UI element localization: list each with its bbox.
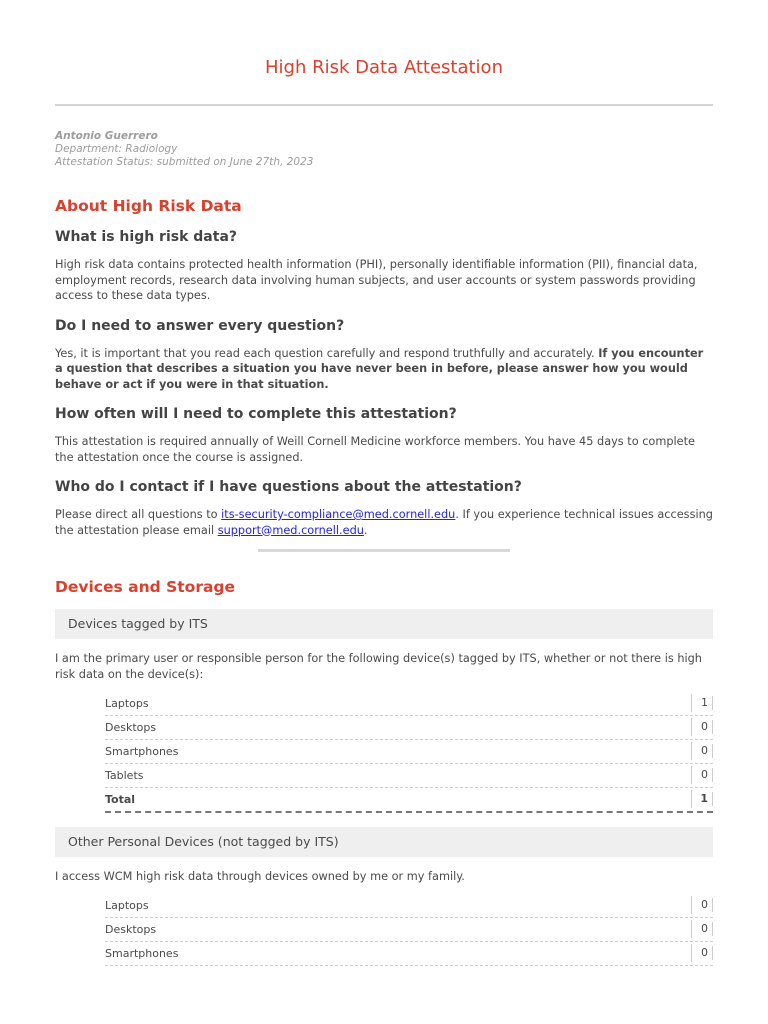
tagged-devices-description: I am the primary user or responsible person for the following device(s) tagged by ITS, whether or not there is high risk data on the device(s): bbox=[55, 652, 702, 681]
section-title-devices: Devices and Storage bbox=[55, 578, 236, 596]
question-title-what: What is high risk data? bbox=[55, 229, 238, 245]
answer-often: This attestation is required annually of Weill Cornell Medicine workforce members. You have 45 days to complete the attestation once the course is assigned. bbox=[55, 435, 695, 464]
answer-every-bold: If you encounter a question that describes a situation you have never been in before, please answer how you would behave or act if you were in that situation. bbox=[55, 346, 704, 391]
device-count: 0 bbox=[691, 920, 713, 938]
contact-text-before: Please direct all questions to bbox=[55, 508, 222, 521]
tagged-devices-table bbox=[105, 692, 713, 813]
table-row bbox=[105, 716, 713, 740]
device-count: 0 bbox=[691, 766, 713, 784]
title-divider bbox=[55, 104, 713, 106]
device-count: 1 bbox=[691, 694, 713, 712]
personal-devices-table bbox=[105, 894, 713, 966]
table-row bbox=[105, 894, 713, 918]
user-department: Department: Radiology bbox=[55, 143, 178, 155]
table-row bbox=[105, 692, 713, 716]
device-label: Smartphones bbox=[105, 745, 179, 758]
user-meta bbox=[55, 130, 713, 169]
device-label: Laptops bbox=[105, 697, 149, 710]
section-divider bbox=[258, 549, 510, 552]
device-label: Desktops bbox=[105, 721, 157, 734]
user-name: Antonio Guerrero bbox=[55, 130, 158, 142]
answer-every bbox=[55, 346, 713, 393]
tagged-devices-header: Devices tagged by ITS bbox=[55, 609, 713, 639]
device-count: 0 bbox=[691, 742, 713, 760]
answer-contact bbox=[55, 507, 713, 538]
answer-every-text: Yes, it is important that you read each question carefully and respond truthfully and accurately. bbox=[55, 346, 599, 360]
total-label: Total bbox=[105, 793, 136, 806]
device-label: Tablets bbox=[105, 769, 144, 782]
personal-devices-header: Other Personal Devices (not tagged by ITS) bbox=[55, 827, 713, 857]
contact-text-after: . bbox=[363, 523, 368, 537]
device-count: 0 bbox=[691, 944, 713, 962]
table-total-row bbox=[105, 788, 713, 813]
device-count: 0 bbox=[691, 896, 713, 914]
total-count: 1 bbox=[691, 790, 713, 808]
question-title-often: How often will I need to complete this attestation? bbox=[55, 406, 457, 422]
table-row bbox=[105, 740, 713, 764]
device-count: 0 bbox=[691, 718, 713, 736]
question-title-every: Do I need to answer every question? bbox=[55, 317, 345, 334]
table-row bbox=[105, 764, 713, 788]
contact-text-middle: . If you experience technical issues accessing the attestation please email bbox=[55, 508, 713, 537]
attestation-status: Attestation Status: submitted on June 27th, 2023 bbox=[55, 156, 314, 168]
question-title-contact: Who do I contact if I have questions about the attestation? bbox=[55, 479, 522, 495]
device-label: Smartphones bbox=[105, 946, 179, 960]
support-email-link[interactable]: support@med.cornell.edu bbox=[217, 523, 364, 537]
table-row bbox=[105, 918, 713, 942]
section-title-about: About High Risk Data bbox=[55, 197, 242, 215]
personal-devices-description: I access WCM high risk data through devices owned by me or my family. bbox=[55, 870, 465, 883]
security-compliance-email-link[interactable]: its-security-compliance@med.cornell.edu bbox=[221, 508, 456, 521]
device-label: Desktops bbox=[105, 922, 157, 936]
device-label: Laptops bbox=[105, 898, 149, 912]
answer-what: High risk data contains protected health information (PHI), personally identifiable information (PII), financial data, employment records, research data involving human subjects, and user accounts or system passwords providing access to these data types. bbox=[55, 258, 698, 302]
table-row bbox=[105, 942, 713, 966]
document-title: High Risk Data Attestation bbox=[265, 57, 503, 78]
